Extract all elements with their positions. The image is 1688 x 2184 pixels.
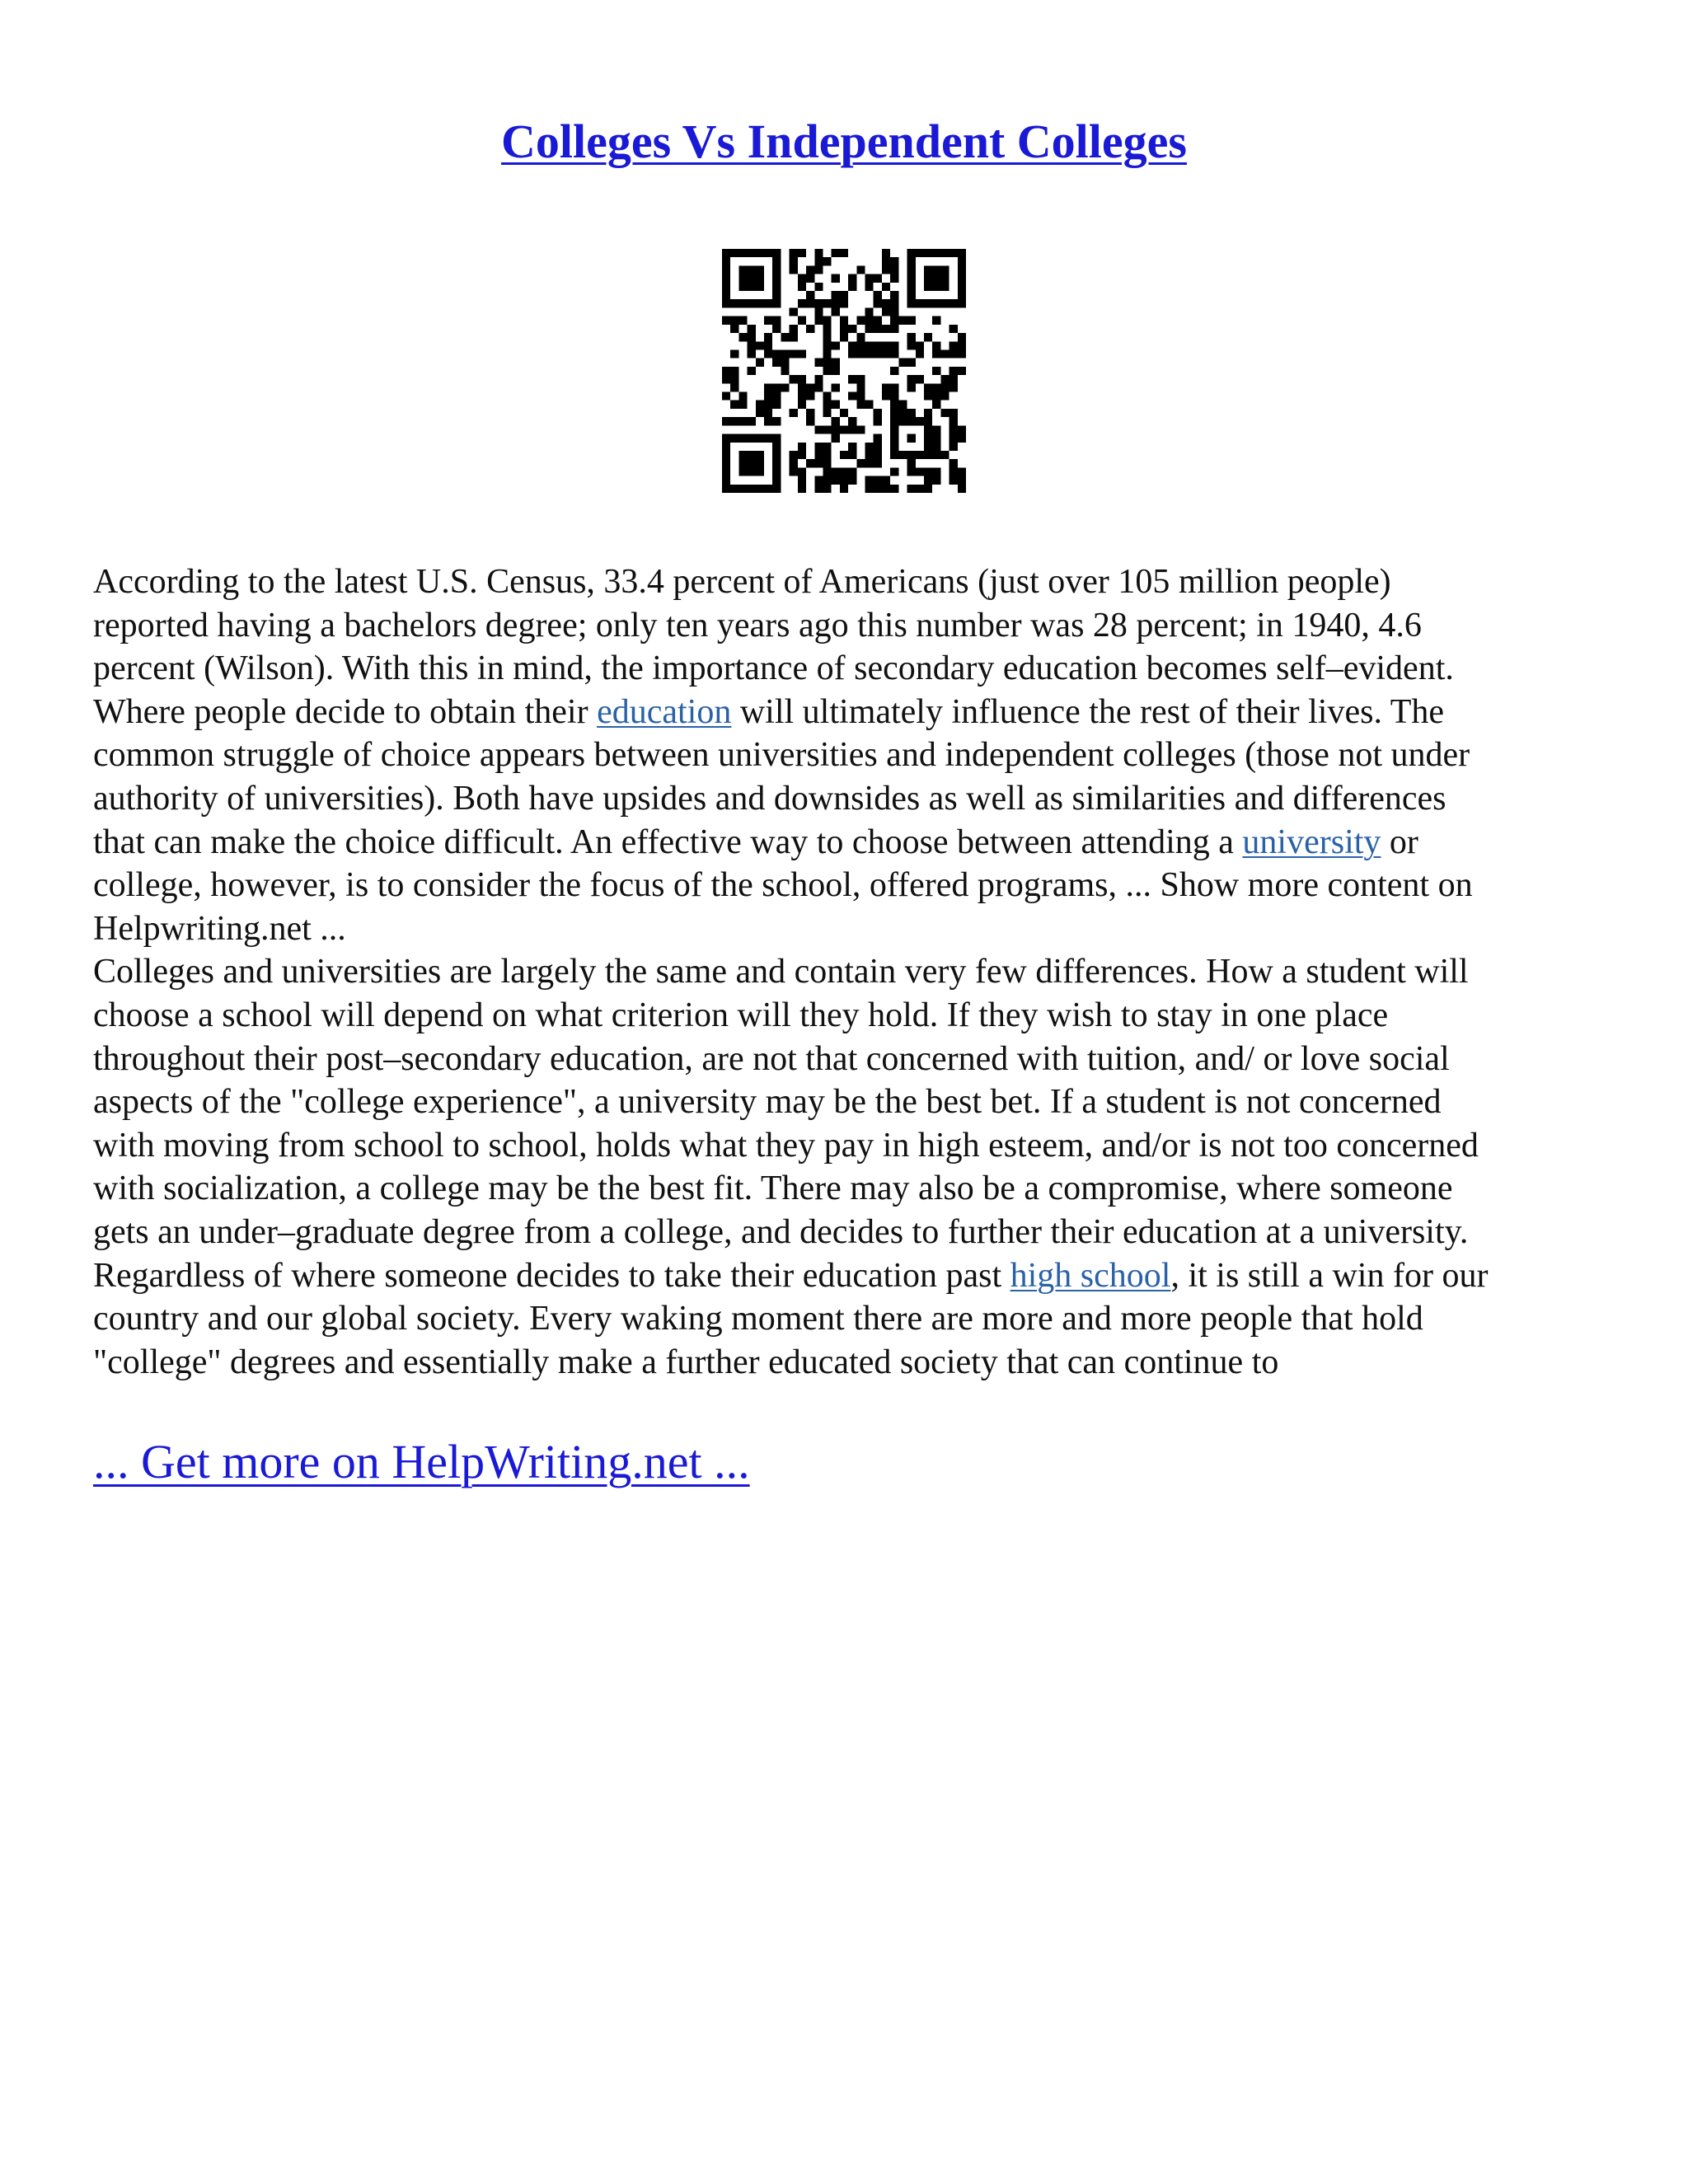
text-line — [93, 994, 1601, 1038]
text-line — [93, 777, 1601, 821]
text-line — [93, 1211, 1601, 1254]
text-segment: or — [1381, 823, 1418, 861]
text-segment: choose a school will depend on what criterion will they hold. If they wish to stay in one place — [93, 996, 1389, 1034]
text-segment: with moving from school to school, holds what they pay in high esteem, and/or is not too concerned — [93, 1126, 1479, 1165]
text-segment: will ultimately influence the rest of their lives. The — [731, 692, 1444, 731]
text-line — [93, 864, 1601, 907]
text-segment: throughout their post–secondary education, are not that concerned with tuition, and/ or love social — [93, 1039, 1450, 1078]
text-line — [93, 1038, 1601, 1081]
qr-code-image — [722, 249, 966, 493]
text-line — [93, 1167, 1601, 1211]
text-segment: Where people decide to obtain their — [93, 692, 598, 731]
page-title-link[interactable]: Colleges Vs Independent Colleges — [501, 115, 1187, 168]
text-line — [93, 1124, 1601, 1168]
inline-link-high-school[interactable]: high school — [1010, 1256, 1171, 1295]
text-segment: that can make the choice difficult. An effective way to choose between attending a — [93, 823, 1243, 861]
text-segment: "college" degrees and essentially make a further educated society that can continue to — [93, 1343, 1279, 1381]
text-segment: with socialization, a college may be the best fit. There may also be a compromise, where someone — [93, 1169, 1453, 1208]
text-segment: country and our global society. Every waking moment there are more and more people that hold — [93, 1300, 1423, 1338]
paragraph-2 — [93, 950, 1601, 1384]
text-segment: Regardless of where someone decides to take their education past — [93, 1256, 1010, 1295]
paragraph-1 — [93, 560, 1601, 950]
text-segment: , it is still a win for our — [1170, 1256, 1489, 1295]
text-segment: aspects of the "college experience", a university may be the best bet. If a student is not concerned — [93, 1083, 1442, 1122]
article-body — [93, 560, 1601, 1384]
text-segment: gets an under–graduate degree from a college, and decides to further their education at a university. — [93, 1212, 1469, 1251]
text-line — [93, 950, 1601, 994]
text-segment: According to the latest U.S. Census, 33.4 percent of Americans (just over 105 million people) — [93, 563, 1391, 601]
text-segment: Helpwriting.net ... — [93, 909, 346, 948]
text-line — [93, 733, 1601, 777]
text-line — [93, 1341, 1601, 1385]
text-line — [93, 647, 1601, 691]
text-line — [93, 1254, 1601, 1298]
text-segment: common struggle of choice appears between universities and independent colleges (those not under — [93, 736, 1470, 775]
inline-link-university[interactable]: university — [1242, 823, 1381, 861]
text-segment: authority of universities). Both have upsides and downsides as well as similarities and differences — [93, 779, 1447, 818]
text-line — [93, 604, 1601, 648]
text-line — [93, 1080, 1601, 1124]
text-segment: college, however, is to consider the focus of the school, offered programs, ... Show more content on — [93, 866, 1473, 905]
text-line — [93, 691, 1601, 734]
inline-link-education[interactable]: education — [597, 692, 732, 731]
text-line — [93, 560, 1601, 604]
get-more-link[interactable]: ... Get more on HelpWriting.net ... — [93, 1435, 750, 1488]
title-container — [0, 114, 1688, 169]
text-segment: reported having a bachelors degree; only ten years ago this number was 28 percent; in 1940, 4.6 — [93, 606, 1422, 644]
text-line — [93, 1297, 1601, 1341]
text-line — [93, 821, 1601, 865]
text-line — [93, 907, 1601, 951]
text-segment: percent (Wilson). With this in mind, the importance of secondary education becomes self–evident. — [93, 649, 1454, 688]
text-segment: Colleges and universities are largely the same and contain very few differences. How a student will — [93, 953, 1469, 991]
